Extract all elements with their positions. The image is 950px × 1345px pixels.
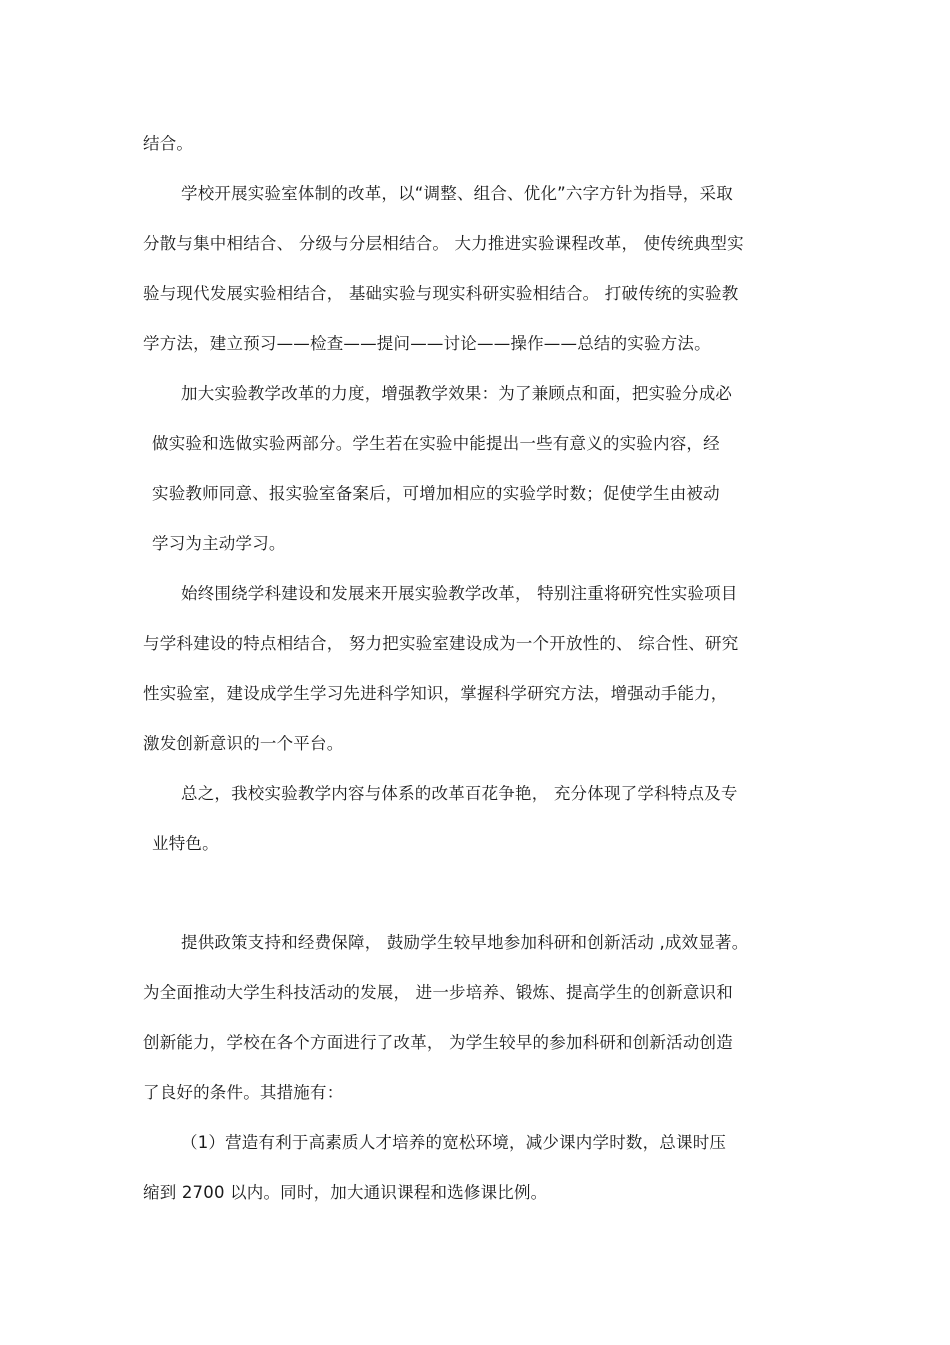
text-line-2: 学校开展实验室体制的改革，以“调整、组合、优化”六字方针为指导，采取 xyxy=(181,184,733,203)
text-line-20: （1）营造有利于高素质人才培养的宽松环境，减少课内学时数，总课时压 xyxy=(181,1133,727,1152)
text-line-5: 学方法，建立预习——检查——提问——讨论——操作——总结的实验方法。 xyxy=(143,334,711,353)
text-line-21: 缩到 2700 以内。同时，加大通识课程和选修课比例。 xyxy=(143,1183,548,1202)
text-line-7: 做实验和选做实验两部分。学生若在实验中能提出一些有意义的实验内容，经 xyxy=(152,434,720,453)
text-line-4: 验与现代发展实验相结合， 基础实验与现实科研实验相结合。 打破传统的实验教 xyxy=(143,284,739,303)
text-line-9: 学习为主动学习。 xyxy=(152,534,286,553)
text-line-13: 激发创新意识的一个平台。 xyxy=(143,734,344,753)
text-line-6: 加大实验教学改革的力度，增强教学效果：为了兼顾点和面，把实验分成必 xyxy=(181,384,733,403)
text-line-8: 实验教师同意、报实验室备案后，可增加相应的实验学时数；促使学生由被动 xyxy=(152,484,720,503)
text-line-3: 分散与集中相结合、 分级与分层相结合。 大力推进实验课程改革， 使传统典型实 xyxy=(143,234,744,253)
text-line-1: 结合。 xyxy=(143,134,194,153)
text-line-14: 总之，我校实验教学内容与体系的改革百花争艳， 充分体现了学科特点及专 xyxy=(181,784,738,803)
text-line-19: 了良好的条件。其措施有： xyxy=(143,1083,344,1102)
text-line-11: 与学科建设的特点相结合， 努力把实验室建设成为一个开放性的、 综合性、研究 xyxy=(143,634,739,653)
text-line-15: 业特色。 xyxy=(152,834,219,853)
text-line-16: 提供政策支持和经费保障， 鼓励学生较早地参加科研和创新活动 ,成效显著。 xyxy=(181,933,749,952)
text-line-17: 为全面推动大学生科技活动的发展， 进一步培养、锻炼、提高学生的创新意识和 xyxy=(143,983,733,1002)
text-line-18: 创新能力，学校在各个方面进行了改革， 为学生较早的参加科研和创新活动创造 xyxy=(143,1033,733,1052)
text-line-10: 始终围绕学科建设和发展来开展实验教学改革， 特别注重将研究性实验项目 xyxy=(181,584,738,603)
text-line-12: 性实验室，建设成学生学习先进科学知识，掌握科学研究方法，增强动手能力， xyxy=(143,684,728,703)
